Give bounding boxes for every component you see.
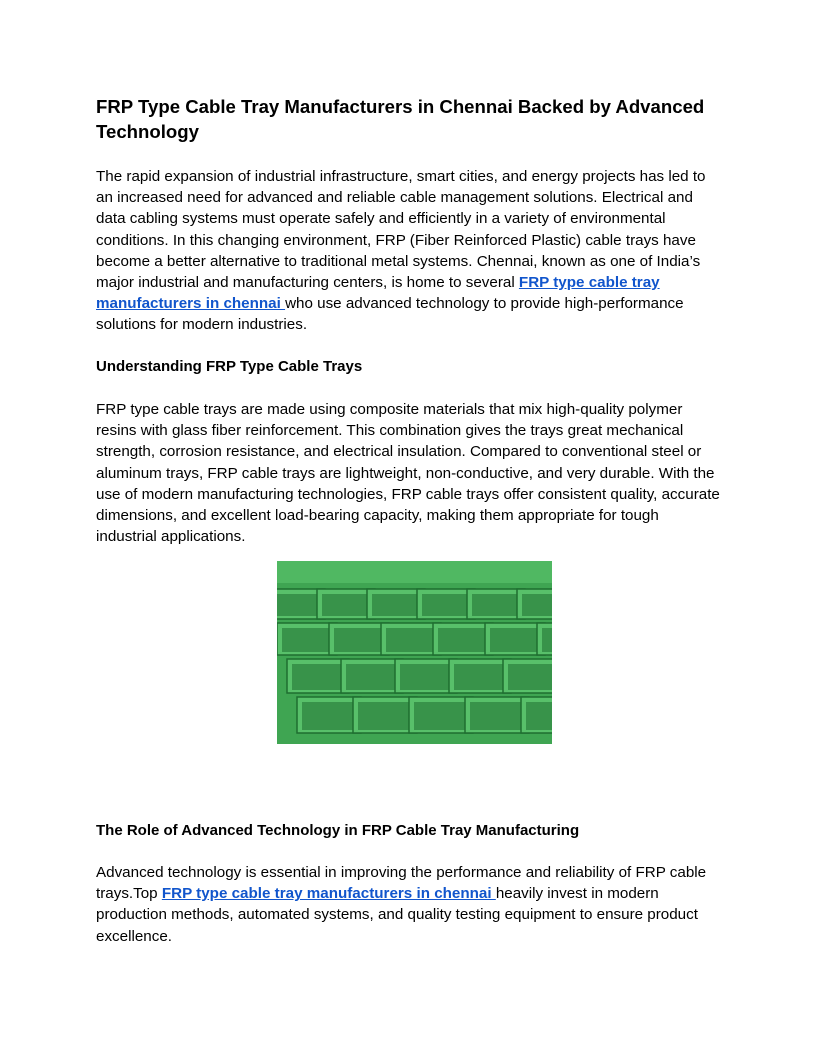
cable-tray-section [433,623,493,655]
cable-tray-section [297,697,361,733]
cable-tray-section [329,623,389,655]
section2-link[interactable]: FRP type cable tray manufacturers in chennai [161,885,496,903]
intro-text-before: The rapid expansion of industrial infrastructure, smart cities, and energy projects has led to an increased need for advanced and reliable cable management solutions. Electrical and data cabling systems must operate safely and efficiently in a variety of environmental conditions. In this changing environment, FRP (Fiber Reinforced Plastic) cable trays have become a better alternative to traditional metal systems. Chennai, known as one of India’s major industrial and manufacturing centers, is home to several [96,168,706,292]
cable-tray-section [465,697,529,733]
cable-tray-section [537,623,552,655]
cable-tray-section [503,659,552,693]
cable-tray-section [409,697,473,733]
section2-text-after: heavily invest in modern production methods, automated systems, and quality testing equipment to ensure product excellence. [96,885,698,945]
intro-text-after: who use advanced technology to provide high-performance solutions for modern industries. [96,295,684,334]
section2-paragraph [96,862,720,947]
cable-tray-section [353,697,417,733]
frp-cable-trays-illustration [277,561,552,744]
section1-heading: Understanding FRP Type Cable Trays [96,358,363,375]
cable-tray-section [485,623,545,655]
cable-tray-section [517,589,552,619]
cable-tray-section [395,659,457,693]
section2-heading: The Role of Advanced Technology in FRP Cable Tray Manufacturing [96,822,580,839]
cable-tray-section [449,659,511,693]
frp-cable-trays-image [277,561,552,744]
section2-text-before: Advanced technology is essential in improving the performance and reliability of FRP cable trays.Top [96,864,707,903]
cable-tray-section [521,697,552,733]
cable-tray-section [341,659,403,693]
cable-tray-section [287,659,349,693]
section1-paragraph: FRP type cable trays are made using composite materials that mix high-quality polymer resins with glass fiber reinforcement. This combination gives the trays great mechanical strength, corrosion resistance, and electrical insulation. Compared to conventional steel or aluminum trays, FRP cable trays are lightweight, non-conductive, and very durable. With the use of modern manufacturing technologies, FRP cable trays offer consistent quality, accurate dimensions, and excellent load-bearing capacity, making them appropriate for tough industrial applications. [96,401,720,546]
intro-paragraph [96,166,720,336]
page-title: FRP Type Cable Tray Manufacturers in Chennai Backed by Advanced Technology [96,96,705,142]
intro-link[interactable]: FRP type cable tray manufacturers in chennai [96,274,660,313]
cable-tray-section [381,623,441,655]
cable-tray-section [277,623,337,655]
